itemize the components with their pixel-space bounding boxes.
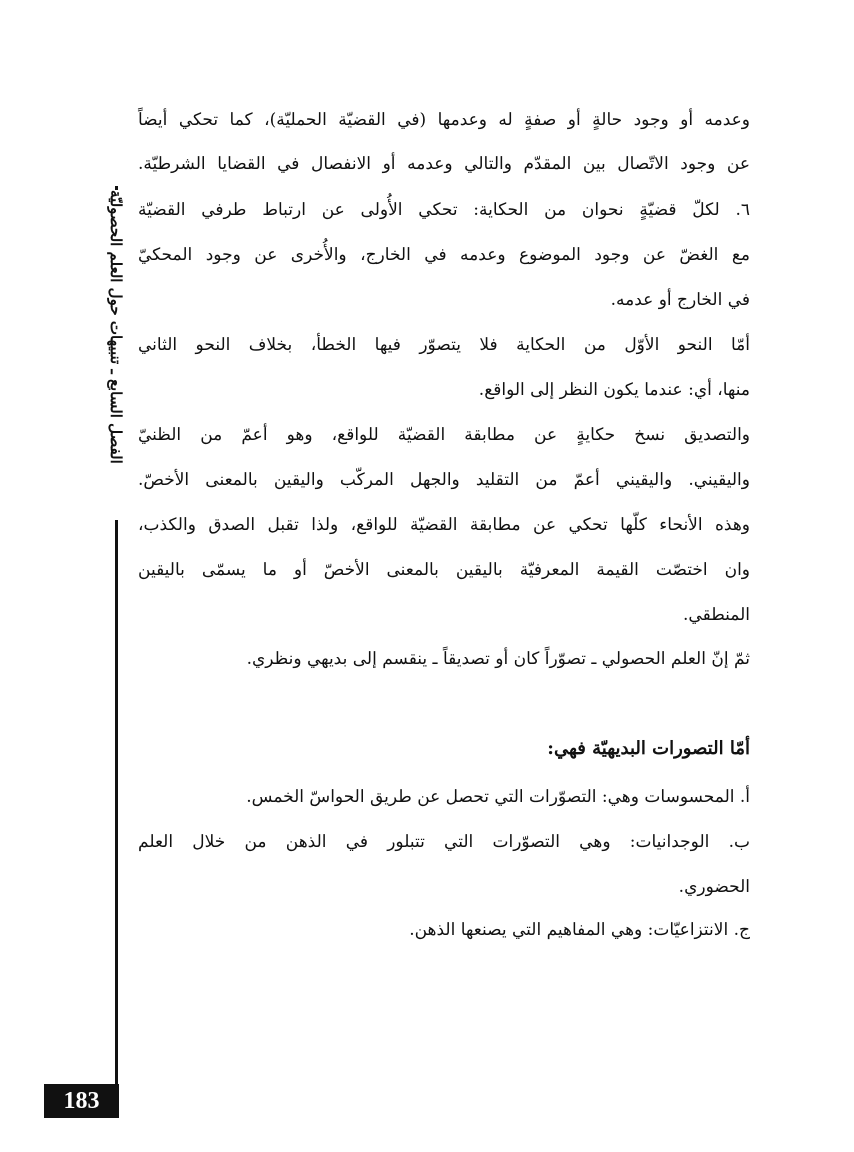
text-line: المنطقي. (683, 605, 750, 625)
page-number-text: 183 (63, 1087, 100, 1114)
text-line: وعدمه أو وجود حالةٍ أو صفةٍ له وعدمها (في القضيّة الحمليّة)، كما تحكي أيضاً (138, 110, 750, 130)
section-heading: أمّا التصورات البديهيّة فهي: (547, 738, 750, 759)
list-item: ج. الانتزاعيّات: وهي المفاهيم التي يصنعها الذهن. (409, 920, 750, 940)
text-line: أمّا النحو الأوّل من الحكاية فلا يتصوّر فيها الخطأ، بخلاف النحو الثاني (138, 335, 750, 355)
text-line: وهذه الأنحاء كلّها تحكي عن مطابقة القضيّة للواقع، ولذا تقبل الصدق والكذب، (138, 515, 750, 535)
text-line: الحضوري. (678, 877, 750, 897)
text-line: والتصديق نسخ حكايةٍ عن مطابقة القضيّة للواقع، وهو أعمّ من الظنيّ (138, 425, 750, 445)
text-line: عن وجود الاتّصال بين المقدّم والتالي وعدمه أو الانفصال في القضايا الشرطيّة. (138, 154, 750, 174)
list-item: أ. المحسوسات وهي: التصوّرات التي تحصل عن طريق الحواسّ الخمس. (246, 787, 750, 807)
text-line: ٦. لكلّ قضيّةٍ نحوان من الحكاية: تحكي الأُولى عن ارتباط طرفي القضيّة (138, 200, 750, 220)
list-item: ب. الوجدانيات: وهي التصوّرات التي تتبلور في الذهن من خلال العلم (138, 832, 750, 852)
text-line: مع الغضّ عن وجود الموضوع وعدمه في الخارج، والأُخرى عن وجود المحكيّ (138, 245, 750, 265)
text-line: في الخارج أو عدمه. (610, 290, 750, 310)
text-line: منها، أي: عندما يكون النظر إلى الواقع. (478, 380, 750, 400)
page-number (44, 1084, 119, 1118)
text-line: ثمّ إنّ العلم الحصولي ـ تصوّراً كان أو تصديقاً ـ ينقسم إلى بديهي ونظري. (246, 649, 750, 669)
text-line: وان اختصّت القيمة المعرفيّة باليقين بالمعنى الأخصّ أو ما يسمّى باليقين (138, 560, 750, 580)
running-header: الفصل السابع ـ تنبيهات حول العلم الحصوليّة (107, 190, 125, 464)
text-line: واليقيني. واليقيني أعمّ من التقليد والجهل المركّب واليقين بالمعنى الأخصّ. (138, 470, 750, 490)
